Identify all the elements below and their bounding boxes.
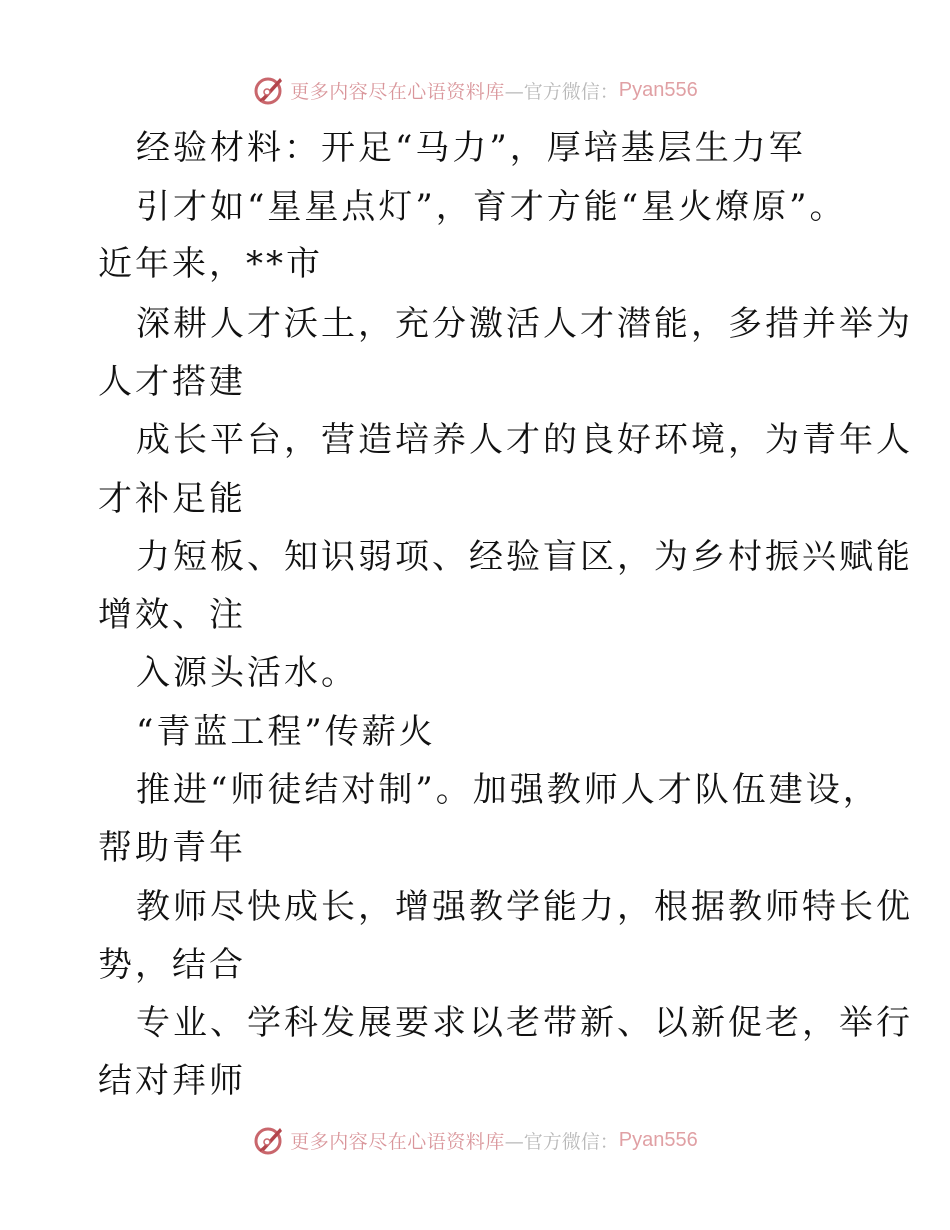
watermark-footer — [0, 1122, 950, 1158]
watermark-header — [0, 72, 950, 108]
text-line: 势，结合 — [98, 945, 246, 985]
text-line: 结对拜师 — [98, 1061, 246, 1101]
quill-logo-icon — [252, 1123, 286, 1157]
watermark-separator: —官方微信： — [504, 80, 619, 103]
watermark-brand: 更多内容尽在心语资料库 — [290, 1130, 505, 1153]
document-title: 经验材料：开足“马力”，厚培基层生力军 — [136, 128, 806, 168]
text-line: 力短板、知识弱项、经验盲区，为乡村振兴赋能 — [136, 537, 913, 577]
text-line: 增效、注 — [98, 595, 246, 635]
text-line: 入源头活水。 — [136, 653, 358, 693]
watermark-separator: —官方微信： — [504, 1130, 619, 1153]
text-line: 帮助青年 — [98, 828, 246, 868]
text-line: 成长平台，营造培养人才的良好环境，为青年人 — [136, 420, 913, 460]
watermark-brand: 更多内容尽在心语资料库 — [290, 80, 505, 103]
text-line: 教师尽快成长，增强教学能力，根据教师特长优 — [136, 887, 913, 927]
text-line: 深耕人才沃土，充分激活人才潜能，多措并举为 — [136, 304, 913, 344]
quill-logo-icon — [252, 73, 286, 107]
text-line: 专业、学科发展要求以老带新、以新促老，举行 — [136, 1003, 913, 1043]
text-line: 人才搭建 — [98, 362, 246, 402]
text-line: 推进“师徒结对制”。加强教师人才队伍建设， — [136, 770, 880, 810]
text-line: 引才如“星星点灯”，育才方能“星火燎原”。 — [136, 187, 847, 227]
text-line: 近年来，**市 — [98, 244, 323, 284]
watermark-account: Pyan556 — [618, 1128, 698, 1151]
section-heading: “青蓝工程”传薪火 — [136, 712, 436, 752]
watermark-account: Pyan556 — [618, 78, 698, 101]
text-line: 才补足能 — [98, 479, 246, 519]
